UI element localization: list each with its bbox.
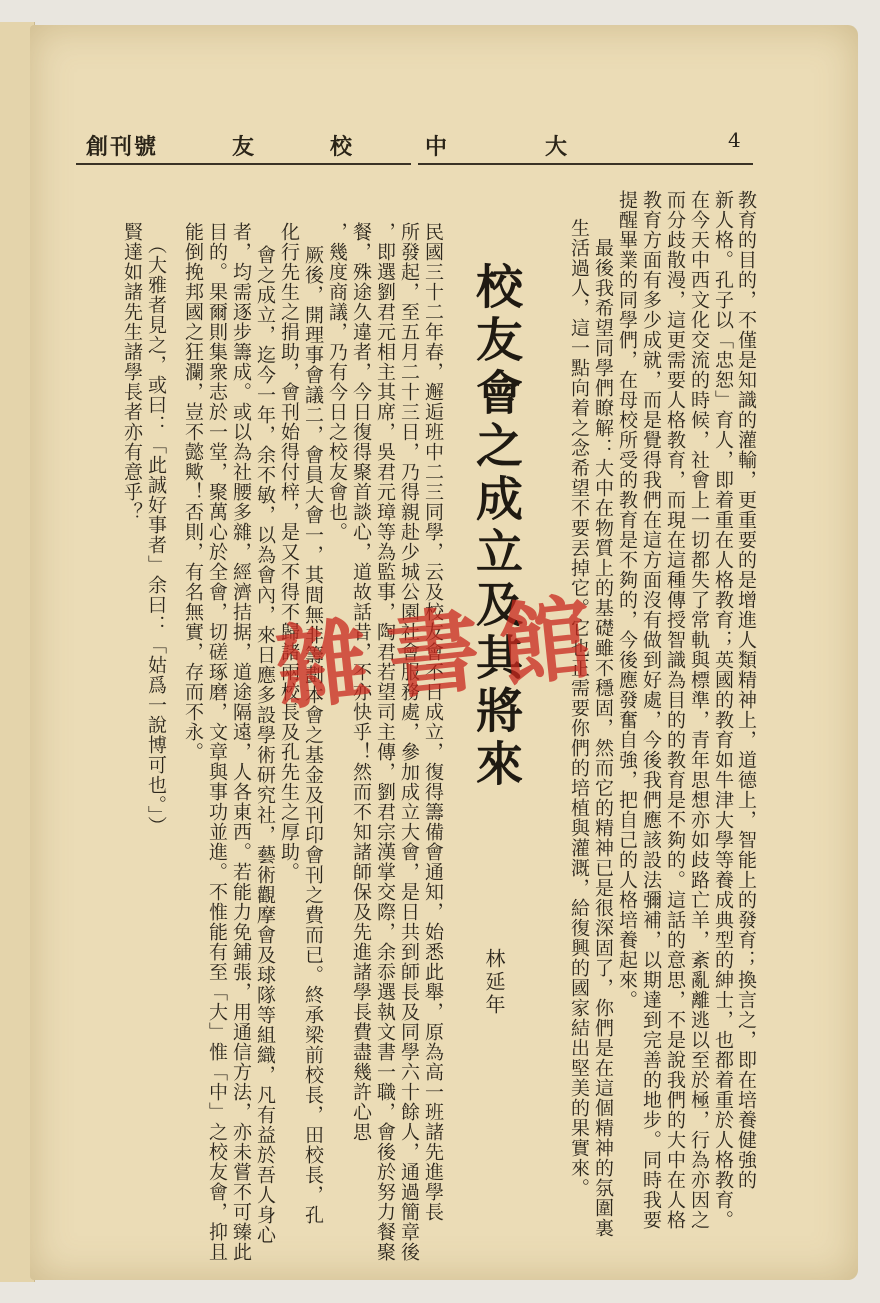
article-column: 餐，殊途久違者，今日復得聚首談心，道故話昔，不亦快乎！然而不知諸師保及先進諸學長費盡幾許心思 bbox=[350, 222, 372, 1142]
header-publication-name: 大 bbox=[545, 134, 568, 160]
header-issue-label: 創刊號 bbox=[86, 134, 159, 160]
article-column: 化行先生之捐助，會刊始得付梓，是又不得不歸諸兩校長及孔先生之厚助。 bbox=[278, 222, 300, 882]
article-column: 厥後，開理事會議二，會員大會一，其間無非籌劃本會之基金及刊印會刊之費而已。終承梁前校長，田校長，孔 bbox=[302, 245, 324, 1225]
previous-article-column: 新人格。孔子以「忠恕」育人，即着重在人格教育；英國的教育如牛津大學等養成典型的紳士，也都着重於人格教育。 bbox=[712, 190, 734, 1230]
article-column: 民國三十二年春，邂逅班中二三同學，云及校友會不日成立，復得籌備會通知，始悉此舉，原為高一班諸先進學長 bbox=[422, 222, 444, 1222]
article-column: 賢達如諸先生諸學長者亦有意乎？ bbox=[121, 222, 143, 522]
article-column: ，即選劉君元相主其席，吳君元璋等為監事，陶君若望司主傳，劉君宗漢掌交際，余忝選執文書一職，會後於努力餐聚 bbox=[374, 222, 396, 1262]
article-column: 會之成立，迄今一年，余不敏，以為會內，來日應多設學術研究社，藝術觀摩會及球隊等組織，凡有益於吾人身心 bbox=[254, 245, 276, 1245]
previous-article-column: 而分歧散漫，這更需要人格教育，而現在這種傳授智識為目的的教育是不夠的。這話的意思，不是說我們的大中在人格 bbox=[664, 190, 686, 1230]
article-column: ，幾度商議，乃有今日之校友會也。 bbox=[326, 222, 348, 542]
article-column: 者，均需逐步籌成。或以為社腰多雜，經濟拮据，道途隔遠，人各東西。若能力免鋪張，用通信方法，亦未嘗不可臻此 bbox=[230, 222, 252, 1262]
previous-article-column: 最後我希望同學們瞭解：大中在物質上的基礎雖不穩固，然而它的精神已是很深固了，你們是在這個精神的氛圍裏 bbox=[592, 238, 614, 1238]
article-column: 所發起，至五月二十三日，乃得親赴少城公園社會服務處，參加成立大會，是日共到師長及同學六十餘人，通過簡章後 bbox=[398, 222, 420, 1262]
page-number: 4 bbox=[728, 128, 741, 152]
article-author: 林延年 bbox=[482, 948, 506, 1017]
header-publication-name: 中 bbox=[425, 134, 448, 160]
header-publication-name: 校 bbox=[330, 134, 353, 160]
header-publication-name: 友 bbox=[232, 134, 255, 160]
header-rule bbox=[76, 163, 411, 165]
previous-article-column: 生活過人，這一點向着之念希望不要丟掉它。它也正需要你們的培植與灌溉，給復興的國家結出堅美的果實來。 bbox=[568, 218, 590, 1198]
article-column: （大雅者見之，或曰：「此誠好事者」余曰：「姑爲一說博可也。」） bbox=[145, 235, 167, 836]
article-column: 能倒挽邦國之狂瀾，豈不懿歟！否則，有名無實，存而不永。 bbox=[182, 222, 204, 762]
header-rule bbox=[418, 163, 753, 165]
previous-article-column: 在今天中西文化交流的時候，社會上一切都失了常軌與標準，青年思想亦如歧路亡羊，紊亂離逃以至於極，行為亦因之 bbox=[688, 190, 710, 1230]
article-title: 校友會之成立及其將來 bbox=[468, 262, 523, 792]
previous-article-column: 提醒畢業的同學們，在母校所受的教育是不夠的，今後應發奮自強，把自己的人格培養起來。 bbox=[616, 190, 638, 1010]
previous-article-column: 教育的目的，不僅是知識的灌輸，更重要的是增進人類精神上，道德上，智能上的發育；換言之，即在培養健強的 bbox=[735, 190, 757, 1190]
library-seal-stamp: 雜 書 館 bbox=[271, 584, 591, 724]
previous-article-column: 教育方面有多少成就，而是覺得我們在這方面沒有做到好處，今後我們應該設法彌補，以期達到完善的地步。同時我要 bbox=[640, 190, 662, 1230]
article-column: 目的。果爾則集衆志於一堂，聚萬心於全會，切磋琢磨，文章與事功並進。不惟能有至「大」惟「中」之校友會，抑且 bbox=[206, 222, 228, 1262]
